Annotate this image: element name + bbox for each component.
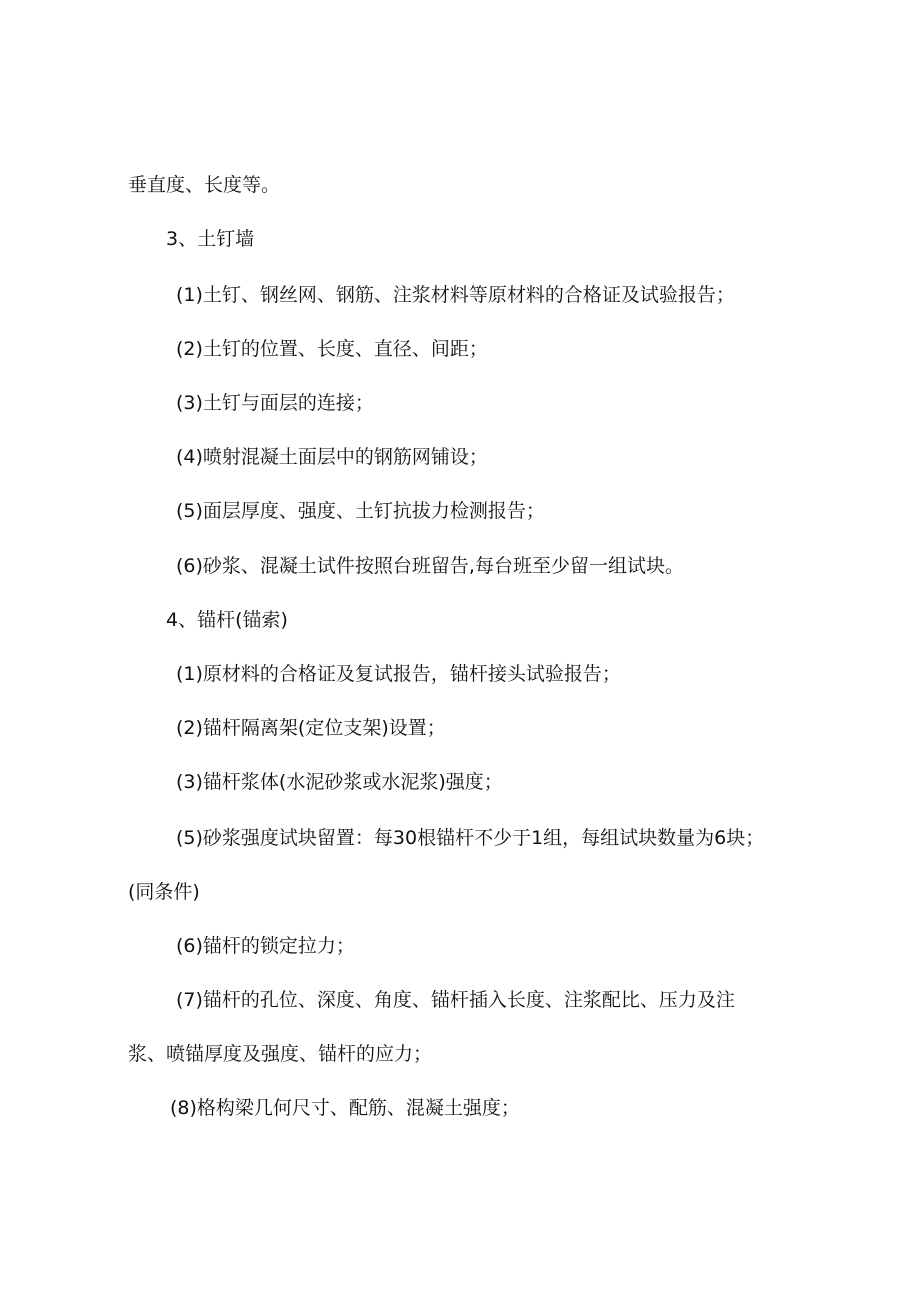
list-item: (5)面层厚度、强度、土钉抗拔力检测报告； bbox=[176, 500, 545, 522]
list-item: (1)土钉、钢丝网、钢筋、注浆材料等原材料的合格证及试验报告； bbox=[176, 284, 735, 306]
section-heading-anchor-rod: 4、锚杆(锚索) bbox=[166, 609, 288, 631]
list-item: (5)砂浆强度试块留置：每30根锚杆不少于1组，每组试块数量为6块； bbox=[176, 827, 765, 849]
list-item: (6)砂浆、混凝土试件按照台班留告,每台班至少留一组试块。 bbox=[176, 555, 684, 577]
list-item: (3)土钉与面层的连接； bbox=[176, 392, 374, 414]
text-line-continuation: (同条件) bbox=[128, 881, 200, 903]
list-item: (2)土钉的位置、长度、直径、间距； bbox=[176, 338, 488, 360]
list-item: (3)锚杆浆体(水泥砂浆或水泥浆)强度； bbox=[176, 771, 503, 793]
list-item: (8)格构梁几何尺寸、配筋、混凝土强度； bbox=[170, 1097, 520, 1119]
list-item: (2)锚杆隔离架(定位支架)设置； bbox=[176, 717, 446, 739]
list-item: (1)原材料的合格证及复试报告，锚杆接头试验报告； bbox=[176, 663, 621, 685]
list-item: (6)锚杆的锁定拉力； bbox=[176, 935, 355, 957]
list-item: (4)喷射混凝土面层中的钢筋网铺设； bbox=[176, 446, 488, 468]
text-line-continuation: 浆、喷锚厚度及强度、锚杆的应力； bbox=[128, 1043, 433, 1065]
text-line-continuation: 垂直度、长度等。 bbox=[128, 174, 281, 196]
section-heading-soil-nail-wall: 3、土钉墙 bbox=[166, 228, 255, 250]
list-item: (7)锚杆的孔位、深度、角度、锚杆插入长度、注浆配比、压力及注 bbox=[176, 989, 735, 1011]
